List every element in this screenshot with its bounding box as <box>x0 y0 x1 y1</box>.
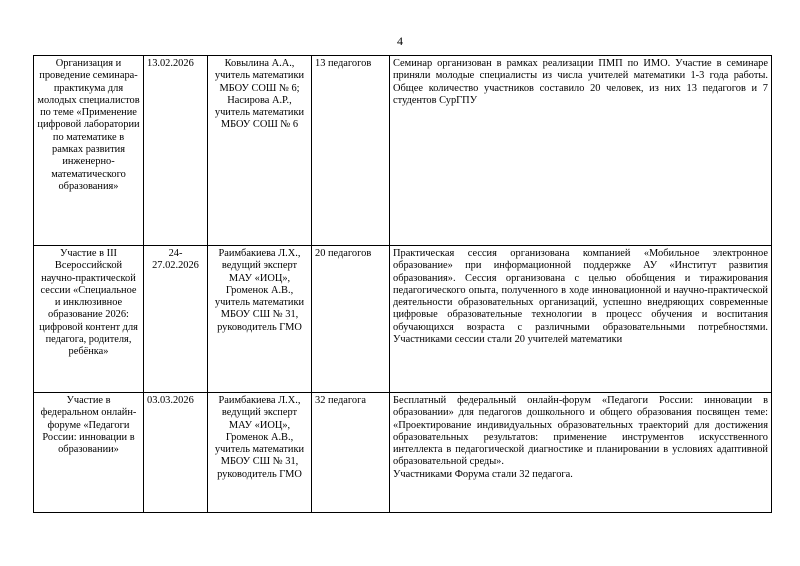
date-cell <box>144 56 208 246</box>
participants-cell: 32 педагога <box>312 393 390 513</box>
description-text: Участниками Форума стали 32 педагога. <box>393 468 573 480</box>
participants-cell: 13 педагогов <box>312 56 390 246</box>
participants-cell: 20 педагогов <box>312 246 390 393</box>
event-cell: Участие в III Всероссийской научно-практической сессии «Специальное и инклюзивное образование 2026: цифровой контент для педагога, родителя, ребёнка» <box>34 246 144 393</box>
responsible-cell: Раимбакиева Л.Х., ведущий эксперт МАУ «ИОЦ», Громенок А.В., учитель математики МБОУ СШ № 31, руководитель ГМО <box>208 246 312 393</box>
date-cell <box>144 246 208 393</box>
report-table <box>33 55 772 513</box>
table-row <box>34 246 772 393</box>
date-cell <box>144 393 208 513</box>
page-number: 4 <box>397 34 403 48</box>
event-cell: Участие в федеральном онлайн-форуме «Педагоги России: инновации в образовании» <box>34 393 144 513</box>
description-cell <box>390 393 772 513</box>
description-text: Семинар организован в рамках реализации ПМП по ИМО. Участие в семинаре приняли молодые специалисты из числа учителей математики 1-3 года работы. Общее количество участников составило 20 человек, из них 13 педагогов и 7 студентов СурГПУ <box>393 58 768 106</box>
table-row <box>34 56 772 246</box>
date-text: 03.03.2026 <box>147 395 194 406</box>
date-text: 24- 27.02.2026 <box>152 248 199 272</box>
table-row <box>34 393 772 513</box>
description-cell <box>390 56 772 246</box>
event-cell: Организация и проведение семинара-практикума для молодых специалистов по теме «Применение цифровой лаборатории по математике в рамках развития инженерно-математического образования» <box>34 56 144 246</box>
description-text: Практическая сессия организована компанией «Мобильное электронное образование» при информационной поддержке АУ «Институт развития образования». Сессия организована с целью обобщения и тиражирования педагогического опыта, полученного в ходе инновационной и научно-практической деятельности образовательных организаций, успешно внедряющих современные цифровые образовательные технологии в процесс обучения и воспитания обучающихся возраста с различными образовательными потребностями. Участниками сессии стали 20 учителей математики <box>393 248 768 346</box>
date-text: 13.02.2026 <box>147 58 194 69</box>
responsible-cell: Раимбакиева Л.Х., ведущий эксперт МАУ «ИОЦ», Громенок А.В., учитель математики МБОУ СШ № 31, руководитель ГМО <box>208 393 312 513</box>
description-text: Бесплатный федеральный онлайн-форум «Педагоги России: инновации в образовании» для педагогов дошкольного и общего образования посвящен теме: «Проектирование индивидуальных образовательных траекторий для достижения образовательных результатов: применение инструментов искусственного интеллекта в педагогической диагностике и планировании в условиях адаптивной образовательной среды». <box>393 395 768 468</box>
responsible-cell: Ковылина А.А., учитель математики МБОУ СОШ № 6; Насирова А.Р., учитель математики МБОУ СОШ № 6 <box>208 56 312 246</box>
description-cell <box>390 246 772 393</box>
